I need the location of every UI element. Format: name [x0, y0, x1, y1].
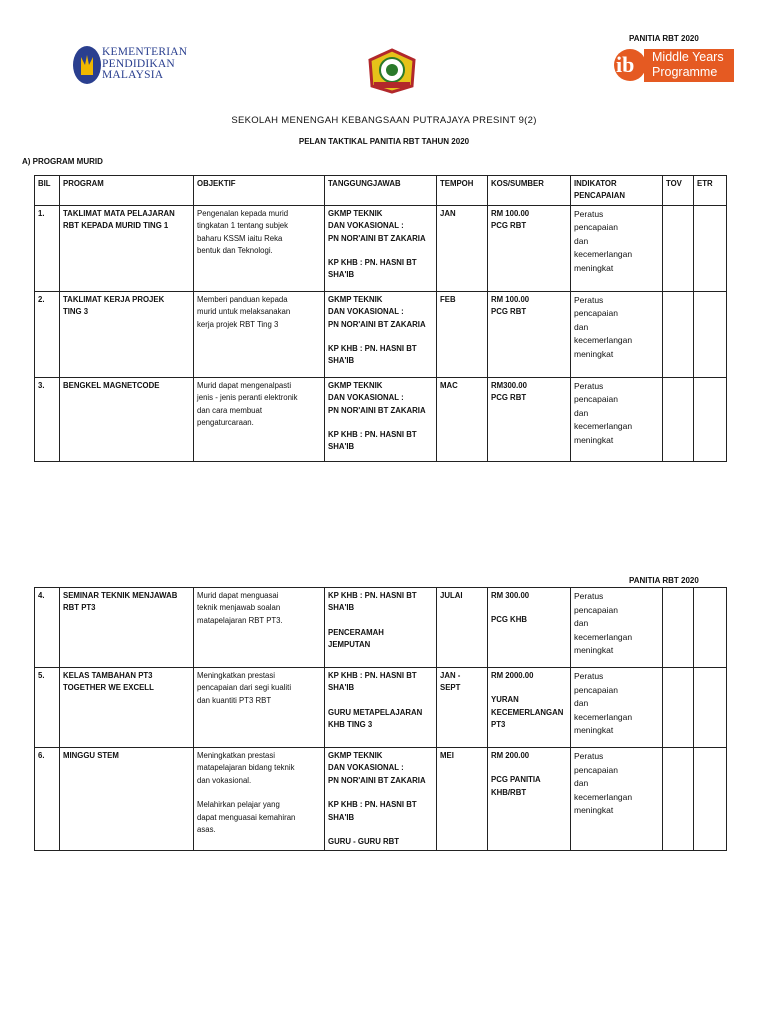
cell-objektif — [194, 291, 325, 377]
cell-line — [491, 762, 567, 774]
cell-line: JAN — [440, 208, 456, 218]
cell-tempoh — [437, 377, 488, 461]
cell-tanggungjawab — [325, 588, 437, 668]
cell-line: KHB TING 3 — [328, 720, 373, 730]
cell-line: dan — [574, 407, 589, 418]
cell-line: Peratus — [574, 380, 604, 391]
cell-bil: 1. — [35, 205, 60, 291]
cell-line: FEB — [440, 294, 456, 304]
table-row — [35, 291, 727, 377]
cell-line: TAKLIMAT KERJA PROJEK — [63, 294, 165, 304]
cell-line: SEMINAR TEKNIK MENJAWAB — [63, 591, 178, 600]
cell-line: pencapaian — [574, 394, 618, 405]
cell-line: Meningkatkan prestasi — [197, 751, 276, 760]
cell-line: dan — [574, 778, 589, 788]
program-table-page-2 — [34, 587, 727, 851]
moe-logo-line-2: PENDIDIKAN — [102, 57, 175, 70]
cell-line: meningkat — [574, 645, 614, 655]
cell-line: DAN VOKASIONAL : — [328, 307, 404, 317]
ib-mark-text: ib — [616, 52, 635, 77]
cell-line: Murid dapat menguasai — [197, 591, 279, 600]
cell-line: teknik menjawab soalan — [197, 603, 281, 613]
cell-line: KP KHB : PN. HASNI BT — [328, 671, 417, 680]
cell-line: pencapaian dari segi kualiti — [197, 683, 292, 693]
moe-logo-line-3: MALAYSIA — [102, 69, 164, 81]
cell-line: GKMP TEKNIK — [328, 294, 383, 304]
cell-line — [491, 602, 567, 614]
cell-indikator — [571, 377, 663, 461]
myp-logo-line-2: Programme — [652, 65, 718, 79]
cell-objektif — [194, 205, 325, 291]
cell-etr — [694, 377, 727, 461]
cell-line: tingkatan 1 tentang subjek — [197, 221, 289, 231]
cell-tempoh — [437, 668, 488, 748]
cell-line: DAN VOKASIONAL : — [328, 393, 404, 403]
cell-tov — [663, 748, 694, 851]
cell-line: PCG RBT — [491, 307, 527, 317]
panitia-tag-page-2: PANITIA RBT 2020 — [629, 576, 699, 585]
cell-line: KECEMERLANGAN — [491, 707, 564, 717]
col-header-program: PROGRAM — [60, 176, 194, 206]
cell-line: SEPT — [440, 683, 461, 693]
cell-line: TOGETHER WE EXCELL — [63, 683, 154, 693]
cell-line: KP KHB : PN. HASNI BT — [328, 344, 417, 354]
cell-bil: 5. — [35, 668, 60, 748]
cell-indikator — [571, 748, 663, 851]
cell-line: matapelajaran RBT PT3. — [197, 615, 283, 625]
cell-line: SHA'IB — [328, 270, 355, 280]
cell-line: PCG PANITIA — [491, 775, 541, 785]
cell-line: YURAN — [491, 695, 519, 705]
col-header-bil: BIL — [35, 176, 60, 206]
cell-tanggungjawab — [325, 377, 437, 461]
cell-line: pengaturcaraan. — [197, 418, 254, 428]
cell-line: meningkat — [574, 262, 614, 273]
cell-line: RBT PT3 — [63, 603, 96, 613]
cell-line: dan cara membuat — [197, 405, 263, 415]
cell-line — [328, 787, 433, 799]
cell-line: dan — [574, 235, 589, 246]
table-header-row — [35, 176, 727, 206]
cell-line: meningkat — [574, 725, 614, 735]
cell-tov — [663, 205, 694, 291]
cell-line: pencapaian — [574, 222, 618, 233]
cell-kos — [488, 748, 571, 851]
cell-line: Meningkatkan prestasi — [197, 671, 276, 680]
section-title: A) PROGRAM MURID — [22, 157, 103, 166]
myp-logo — [612, 46, 736, 84]
cell-line: MINGGU STEM — [63, 751, 119, 760]
cell-line: PCG RBT — [491, 221, 527, 231]
school-crest-logo — [362, 48, 422, 94]
cell-line — [328, 824, 433, 836]
cell-line: MAC — [440, 380, 458, 390]
cell-tempoh — [437, 205, 488, 291]
cell-indikator — [571, 668, 663, 748]
cell-line: KP KHB : PN. HASNI BT — [328, 591, 417, 600]
cell-line: SHA'IB — [328, 442, 355, 452]
cell-line: kerja projek RBT Ting 3 — [197, 319, 279, 329]
col-header-kos: KOS/SUMBER — [488, 176, 571, 206]
cell-line — [328, 331, 433, 343]
cell-line — [328, 417, 433, 429]
cell-line: murid untuk melaksanakan — [197, 307, 291, 317]
cell-line: TAKLIMAT MATA PELAJARAN — [63, 208, 175, 218]
cell-objektif — [194, 377, 325, 461]
cell-line — [328, 615, 433, 627]
cell-tov — [663, 377, 694, 461]
school-crest-icon — [362, 48, 422, 94]
cell-line: SHA'IB — [328, 603, 355, 613]
col-header-tanggungjawab: TANGGUNGJAWAB — [325, 176, 437, 206]
cell-tov — [663, 668, 694, 748]
cell-tanggungjawab — [325, 291, 437, 377]
cell-line: DAN VOKASIONAL : — [328, 763, 404, 773]
cell-line — [328, 695, 433, 707]
cell-line: RM 100.00 — [491, 208, 530, 218]
cell-bil: 3. — [35, 377, 60, 461]
cell-line: Murid dapat mengenalpasti — [197, 380, 292, 390]
cell-line: dapat menguasai kemahiran — [197, 812, 296, 822]
col-header-tov: TOV — [663, 176, 694, 206]
cell-program — [60, 668, 194, 748]
cell-line: SHA'IB — [328, 356, 355, 366]
cell-line: PCG RBT — [491, 393, 527, 403]
cell-tempoh — [437, 748, 488, 851]
cell-line: jenis - jenis peranti elektronik — [197, 393, 298, 403]
cell-line: TING 3 — [63, 307, 89, 317]
cell-line: kecemerlangan — [574, 711, 633, 722]
cell-line: meningkat — [574, 805, 614, 815]
cell-line: KHB/RBT — [491, 787, 527, 797]
cell-program — [60, 748, 194, 851]
cell-line: GKMP TEKNIK — [328, 751, 383, 760]
cell-tempoh — [437, 291, 488, 377]
cell-line: GKMP TEKNIK — [328, 380, 383, 390]
table-row — [35, 668, 727, 748]
plan-title: PELAN TAKTIKAL PANITIA RBT TAHUN 2020 — [298, 137, 470, 146]
cell-line: dan vokasional. — [197, 775, 252, 785]
cell-line: PN NOR'AINI BT ZAKARIA — [328, 233, 426, 243]
cell-line: kecemerlangan — [574, 791, 633, 802]
cell-line: KP KHB : PN. HASNI BT — [328, 258, 417, 268]
moe-logo-line-1: KEMENTERIAN — [102, 46, 188, 58]
cell-line: Pengenalan kepada murid — [197, 208, 289, 218]
cell-etr — [694, 748, 727, 851]
cell-tov — [663, 291, 694, 377]
cell-line: kecemerlangan — [574, 631, 633, 642]
cell-line: PN NOR'AINI BT ZAKARIA — [328, 775, 426, 785]
cell-line — [491, 682, 567, 694]
cell-line: RM 2000.00 — [491, 671, 534, 680]
cell-indikator — [571, 291, 663, 377]
table-row — [35, 377, 727, 461]
cell-bil: 6. — [35, 748, 60, 851]
cell-objektif — [194, 748, 325, 851]
cell-program — [60, 205, 194, 291]
table-row — [35, 748, 727, 851]
cell-line: JULAI — [440, 591, 463, 600]
cell-line: PENCERAMAH — [328, 627, 384, 637]
moe-crest-icon — [72, 45, 102, 85]
cell-program — [60, 588, 194, 668]
cell-line: kecemerlangan — [574, 335, 633, 346]
cell-indikator — [571, 205, 663, 291]
cell-line: meningkat — [574, 348, 614, 359]
cell-tanggungjawab — [325, 668, 437, 748]
cell-line: KP KHB : PN. HASNI BT — [328, 800, 417, 810]
cell-line: dan — [574, 321, 589, 332]
school-name: SEKOLAH MENENGAH KEBANGSAAN PUTRAJAYA PRESINT 9(2) — [231, 115, 537, 126]
cell-tanggungjawab — [325, 748, 437, 851]
table-body-page-1 — [35, 205, 727, 461]
cell-line: SHA'IB — [328, 683, 355, 693]
col-header-tempoh: TEMPOH — [437, 176, 488, 206]
cell-line: RM 100.00 — [491, 294, 530, 304]
cell-line: kecemerlangan — [574, 421, 633, 432]
cell-objektif — [194, 588, 325, 668]
table-body-page-2 — [35, 588, 727, 851]
cell-line: PN NOR'AINI BT ZAKARIA — [328, 405, 426, 415]
cell-line: KP KHB : PN. HASNI BT — [328, 430, 417, 440]
cell-bil: 4. — [35, 588, 60, 668]
cell-line: RBT KEPADA MURID TING 1 — [63, 221, 169, 231]
cell-kos — [488, 668, 571, 748]
cell-line: pencapaian — [574, 684, 618, 695]
panitia-tag-top: PANITIA RBT 2020 — [629, 34, 699, 43]
cell-line: RM 200.00 — [491, 751, 530, 760]
cell-line: kecemerlangan — [574, 249, 633, 260]
cell-kos — [488, 205, 571, 291]
cell-line: pencapaian — [574, 764, 618, 775]
cell-line — [197, 787, 321, 799]
cell-line: RM300.00 — [491, 380, 527, 390]
cell-program — [60, 377, 194, 461]
cell-line: Peratus — [574, 671, 604, 681]
cell-line: KELAS TAMBAHAN PT3 — [63, 671, 153, 680]
cell-line: GKMP TEKNIK — [328, 208, 383, 218]
cell-line: DAN VOKASIONAL : — [328, 221, 404, 231]
cell-kos — [488, 377, 571, 461]
cell-indikator — [571, 588, 663, 668]
cell-tanggungjawab — [325, 205, 437, 291]
cell-line: Peratus — [574, 751, 604, 761]
cell-line: RM 300.00 — [491, 591, 530, 600]
cell-line: matapelajaran bidang teknik — [197, 763, 295, 773]
cell-etr — [694, 291, 727, 377]
cell-tempoh — [437, 588, 488, 668]
cell-kos — [488, 588, 571, 668]
cell-line: meningkat — [574, 434, 614, 445]
cell-line: PCG KHB — [491, 615, 527, 625]
cell-line: PN NOR'AINI BT ZAKARIA — [328, 319, 426, 329]
cell-line: SHA'IB — [328, 812, 355, 822]
cell-line: Melahirkan pelajar yang — [197, 800, 280, 810]
cell-objektif — [194, 668, 325, 748]
moe-logo — [72, 45, 197, 87]
table-row — [35, 588, 727, 668]
cell-kos — [488, 291, 571, 377]
cell-line: Memberi panduan kepada — [197, 294, 288, 304]
cell-line — [328, 245, 433, 257]
cell-line: pencapaian — [574, 308, 618, 319]
col-header-indikator: INDIKATOR PENCAPAIAN — [571, 176, 663, 206]
col-header-objektif: OBJEKTIF — [194, 176, 325, 206]
cell-line: asas. — [197, 825, 216, 835]
cell-line: PT3 — [491, 720, 506, 730]
cell-line: Peratus — [574, 591, 604, 601]
cell-etr — [694, 205, 727, 291]
cell-line: dan kuantiti PT3 RBT — [197, 695, 272, 705]
cell-bil: 2. — [35, 291, 60, 377]
program-table-page-1 — [34, 175, 727, 462]
cell-etr — [694, 588, 727, 668]
cell-line: MEI — [440, 751, 454, 760]
cell-line: dan — [574, 618, 589, 628]
cell-tov — [663, 588, 694, 668]
myp-logo-line-1: Middle Years — [652, 50, 724, 64]
col-header-etr: ETR — [694, 176, 727, 206]
cell-program — [60, 291, 194, 377]
cell-line: dan — [574, 698, 589, 708]
cell-line: GURU - GURU RBT — [328, 837, 400, 847]
cell-line: BENGKEL MAGNETCODE — [63, 380, 160, 390]
cell-line: JEMPUTAN — [328, 640, 371, 650]
cell-line: baharu KSSM iaitu Reka — [197, 233, 283, 243]
cell-line: bentuk dan Teknologi. — [197, 246, 273, 256]
cell-line: Peratus — [574, 294, 604, 305]
cell-line: JAN - — [440, 671, 461, 680]
cell-line: pencapaian — [574, 604, 618, 615]
cell-line: Peratus — [574, 208, 604, 219]
cell-etr — [694, 668, 727, 748]
cell-line: GURU METAPELAJARAN — [328, 707, 423, 717]
table-row — [35, 205, 727, 291]
